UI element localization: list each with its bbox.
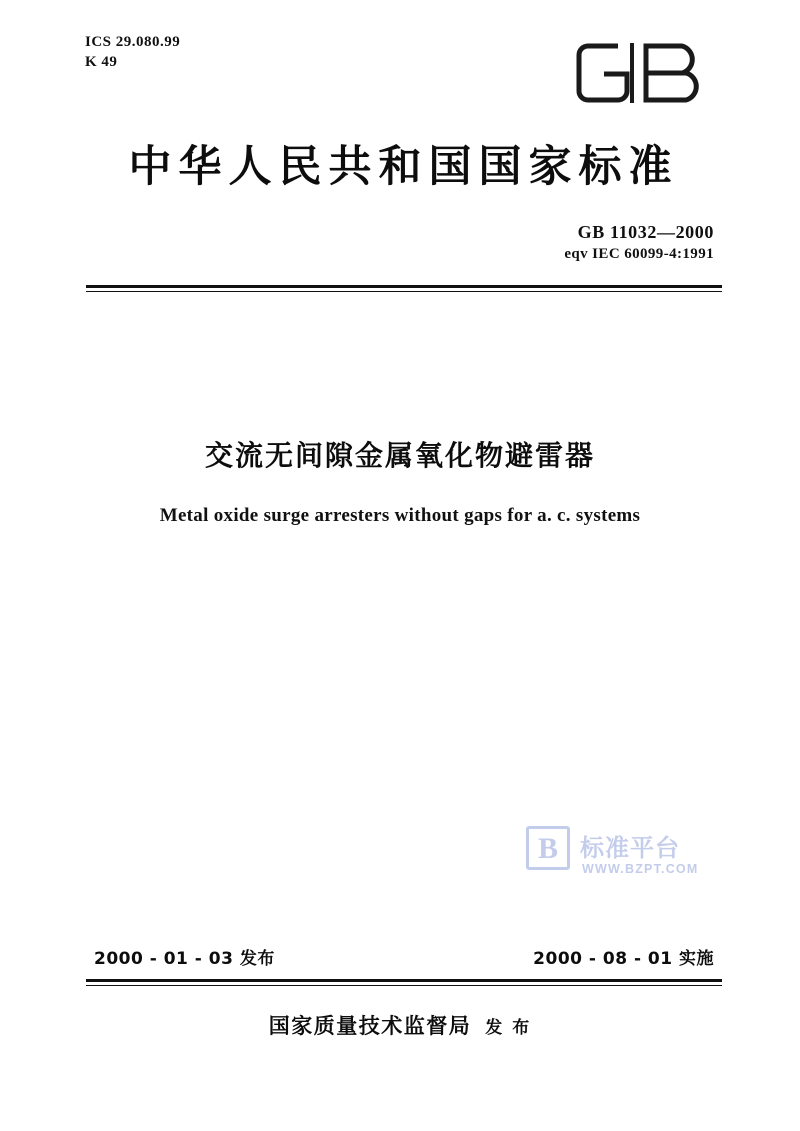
ics-block xyxy=(85,32,180,73)
effective-date: 2000 - 08 - 01 实施 xyxy=(533,949,714,969)
ccs-code: K 49 xyxy=(85,54,118,71)
publisher-line xyxy=(0,1010,800,1040)
divider-bottom-thin xyxy=(86,985,722,986)
publisher-verb: 发 布 xyxy=(485,1018,532,1038)
standard-number-block xyxy=(564,222,714,263)
issue-date: 2000 - 01 - 03 发布 xyxy=(94,949,275,969)
national-standard-title: 中华人民共和国国家标准 xyxy=(128,142,679,192)
ics-code: ICS 29.080.99 xyxy=(85,34,181,50)
divider-top-thin xyxy=(86,291,722,292)
watermark-text: 标准平台 xyxy=(580,834,680,862)
divider-bottom-thick xyxy=(86,979,722,982)
publisher-name: 国家质量技术监督局 xyxy=(268,1014,472,1038)
gb-logo-icon xyxy=(574,34,722,112)
standard-number: GB 11032—2000 xyxy=(577,222,714,242)
document-title-chinese: 交流无间隙金属氧化物避雷器 xyxy=(204,439,595,472)
watermark-url: WWW.BZPT.COM xyxy=(582,862,699,876)
watermark xyxy=(526,826,746,896)
watermark-logo-icon: B xyxy=(526,826,570,870)
document-title-english: Metal oxide surge arresters without gaps for a. c. systems xyxy=(159,505,641,526)
divider-top-thick xyxy=(86,285,722,288)
standard-equivalence: eqv IEC 60099-4:1991 xyxy=(564,246,714,262)
